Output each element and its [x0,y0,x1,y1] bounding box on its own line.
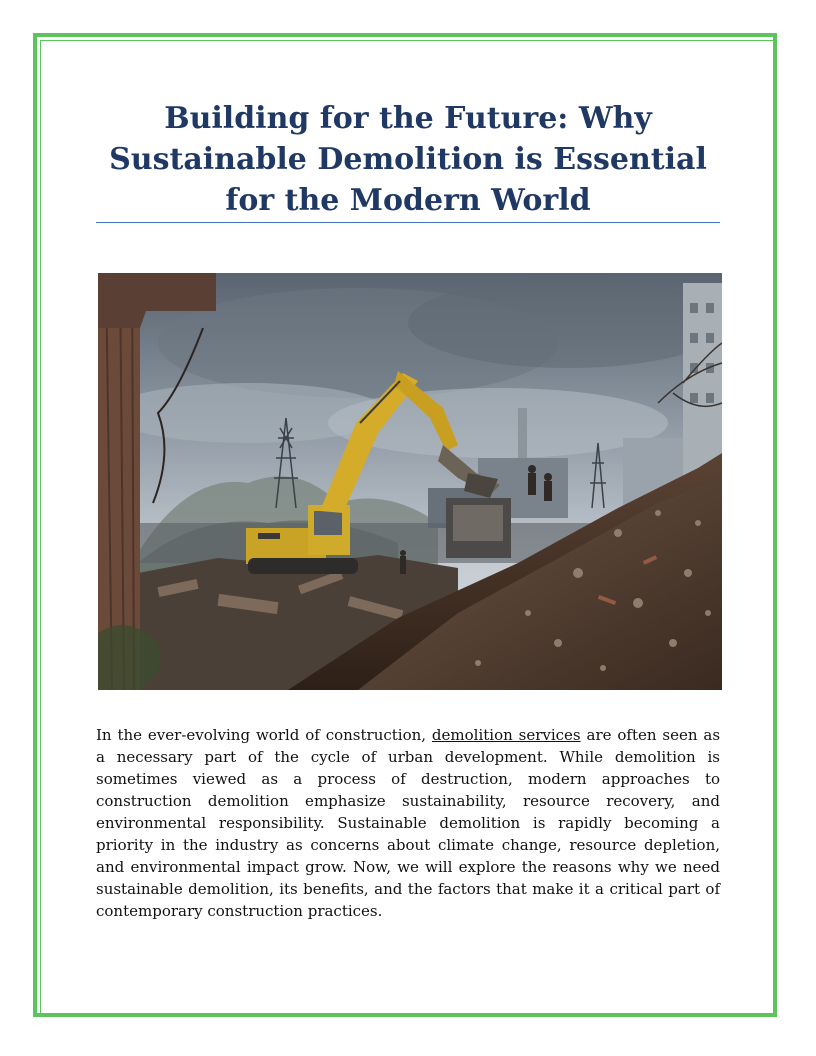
intro-paragraph [96,724,720,922]
document-title: Building for the Future: Why Sustainable Demolition is Essential for the Modern World [109,101,707,218]
title-underline [96,222,720,223]
demolition-site-photo [98,273,722,690]
paragraph-lead-text: In the ever-evolving world of construction, [96,726,432,744]
demolition-services-link[interactable]: demolition services [431,726,581,744]
paragraph-body-text: are often seen as a necessary part of the cycle of urban development. While demolition is sometimes viewed as a process of destruction, modern approaches to construction demolition emphasize sustainability, resource recovery, and environmental responsibility. Sustainable demolition is rapidly becoming a priority in the industry as concerns about climate change, resource depletion, and environmental impact grow. Now, we will explore the reasons why we need sustainable demolition, its benefits, and the factors that make it a critical part of contemporary construction practices. [96,726,721,920]
